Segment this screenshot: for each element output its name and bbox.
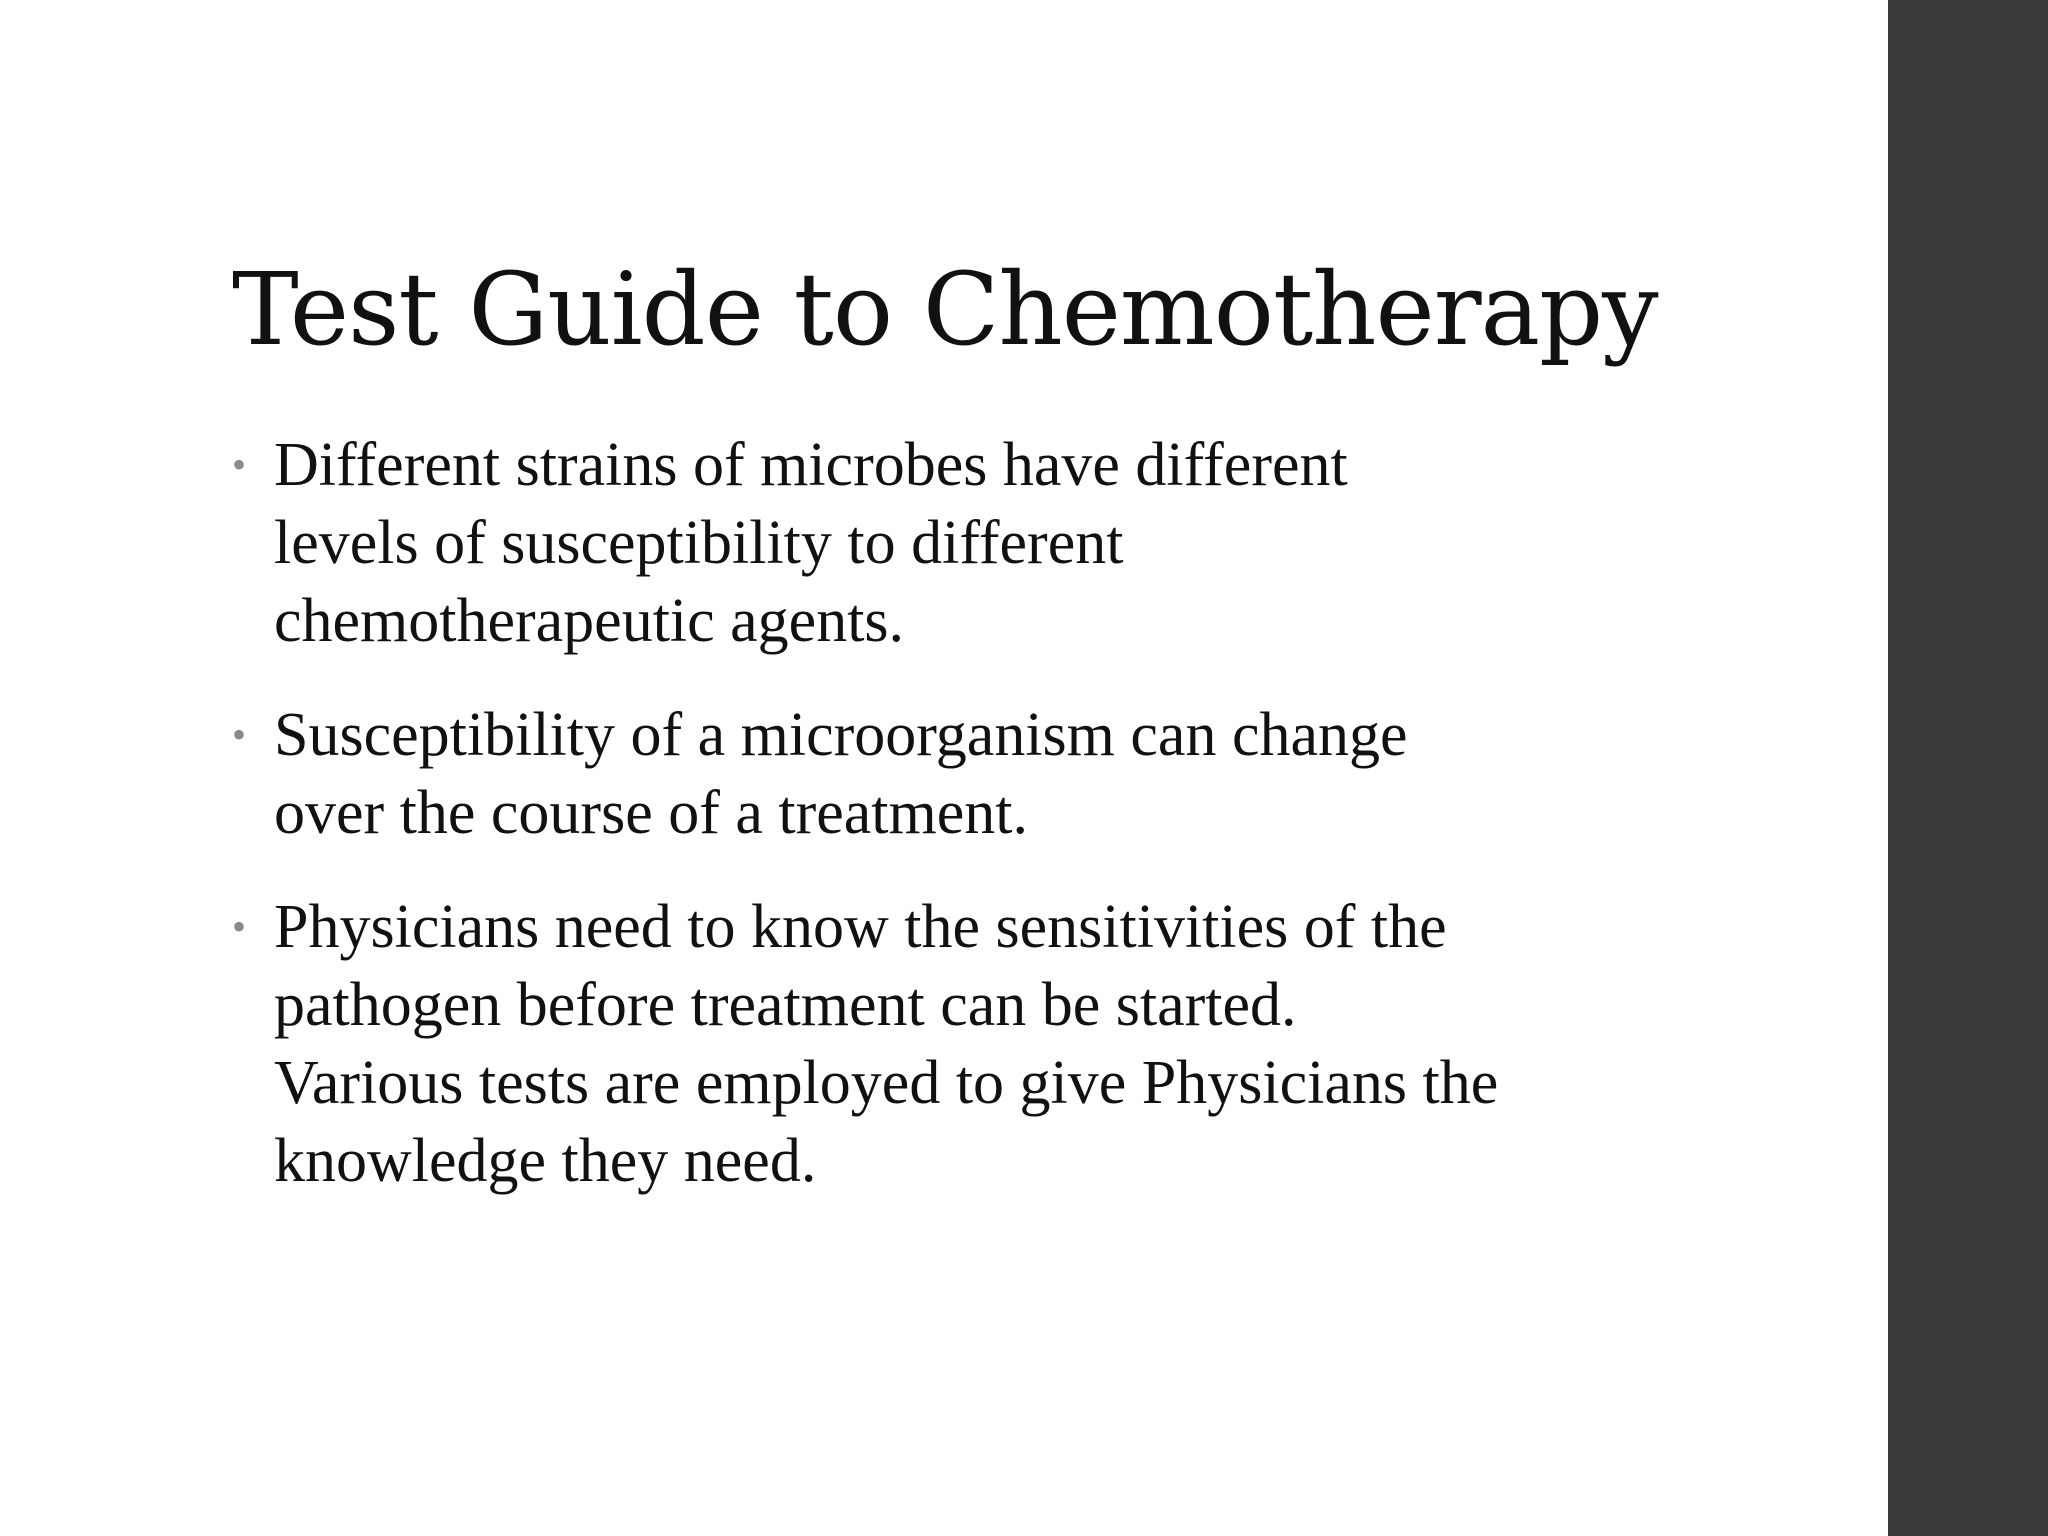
side-bar: [1888, 0, 2048, 1536]
bullet-marker-icon: •: [232, 712, 247, 757]
bullet-marker-icon: •: [232, 442, 247, 487]
bullet-line: pathogen before treatment can be started.: [274, 971, 1297, 1039]
bullet-item: [232, 426, 1672, 660]
bullet-marker-icon: •: [232, 904, 247, 949]
bullet-list: [232, 426, 1672, 1236]
slide-title: Test Guide to Chemotherapy: [232, 251, 1658, 368]
bullet-item: [232, 888, 1672, 1200]
bullet-line: over the course of a treatment.: [274, 779, 1028, 847]
bullet-line: Physicians need to know the sensitivities of the: [274, 893, 1447, 961]
bullet-line: chemotherapeutic agents.: [274, 587, 905, 655]
bullet-line: Susceptibility of a microorganism can change: [274, 701, 1408, 769]
bullet-line: knowledge they need.: [274, 1127, 817, 1195]
bullet-line: Various tests are employed to give Physicians the: [274, 1049, 1499, 1117]
bullet-line: levels of susceptibility to different: [274, 509, 1124, 577]
bullet-item: [232, 696, 1672, 852]
bullet-line: Different strains of microbes have different: [274, 431, 1348, 499]
